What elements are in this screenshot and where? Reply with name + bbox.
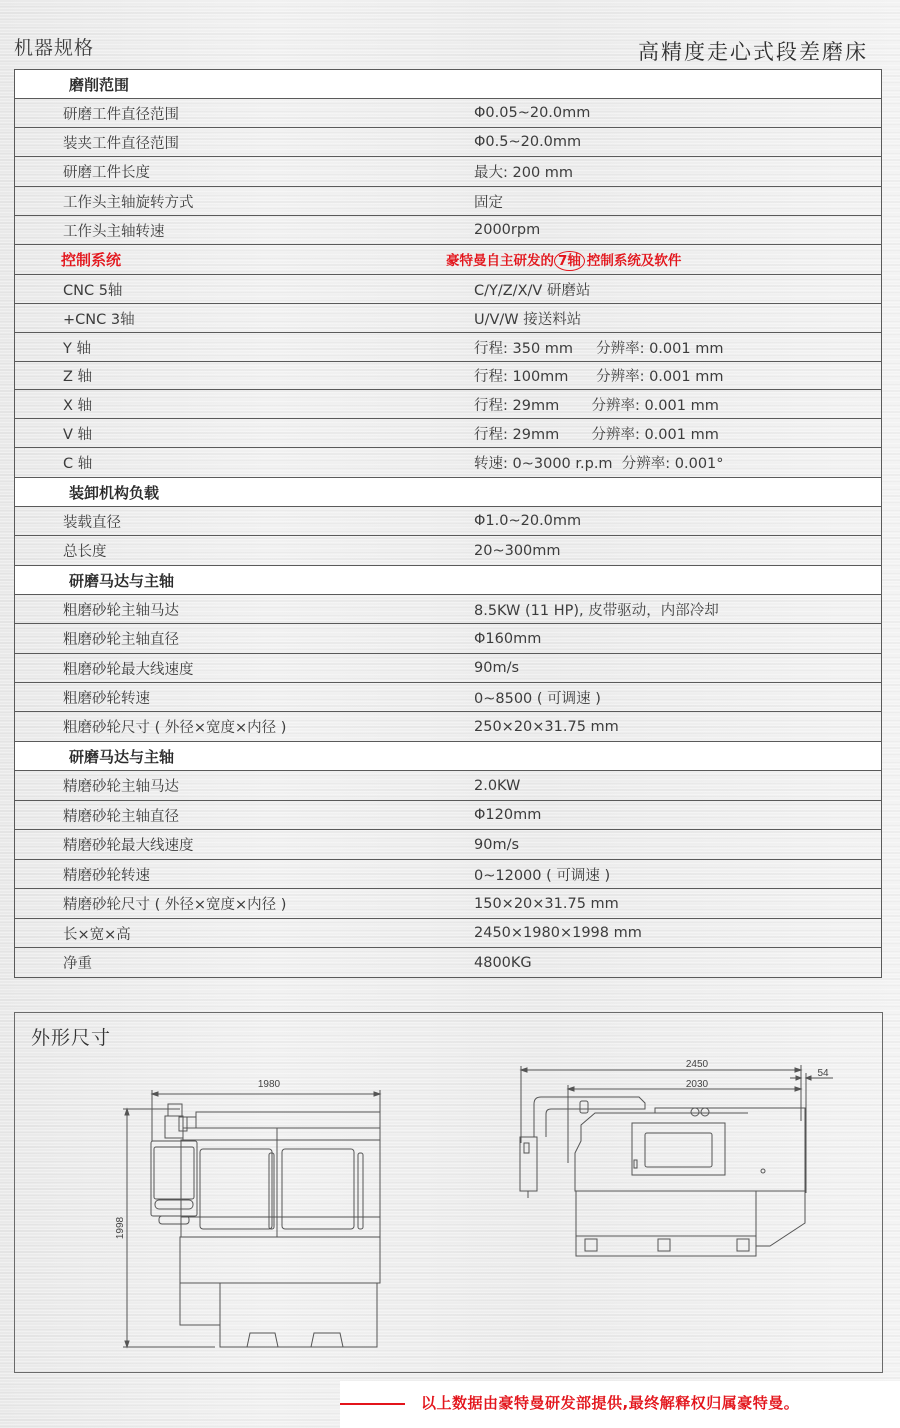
spec-row bbox=[15, 654, 881, 683]
spec-row bbox=[15, 333, 881, 362]
footer-note: 以上数据由豪特曼研发部提供,最终解释权归属豪特曼。 bbox=[421, 1394, 800, 1412]
spec-row bbox=[15, 948, 881, 978]
spec-row bbox=[15, 860, 881, 889]
spec-row bbox=[15, 275, 881, 304]
spec-table bbox=[14, 69, 882, 978]
highlight-prefix: 豪特曼自主研发的 bbox=[446, 252, 554, 269]
spec-row bbox=[15, 595, 881, 624]
spec-value: 转速: 0~3000 r.p.m 分辨率: 0.001° bbox=[474, 456, 724, 472]
spec-value: 行程: 100mm 分辨率: 0.001 mm bbox=[474, 369, 724, 385]
spec-label: 工作头主轴旋转方式 bbox=[63, 194, 194, 211]
spec-value: 90m/s bbox=[474, 836, 520, 853]
spec-row bbox=[15, 536, 881, 566]
spec-row bbox=[15, 919, 881, 948]
spec-row bbox=[15, 830, 881, 860]
spec-row bbox=[15, 187, 881, 216]
section-header-row bbox=[15, 742, 881, 771]
spec-row bbox=[15, 390, 881, 419]
section-title: 装卸机构负载 bbox=[69, 483, 160, 502]
spec-label: 研磨工件长度 bbox=[63, 165, 150, 181]
spec-label: 控制系统 bbox=[61, 251, 122, 269]
footer-divider bbox=[340, 1403, 405, 1405]
section-header-row bbox=[15, 70, 881, 99]
spec-value: C/Y/Z/X/V 研磨站 bbox=[474, 282, 591, 299]
spec-value: 行程: 29mm 分辨率: 0.001 mm bbox=[474, 397, 719, 414]
spec-value: 最大: 200 mm bbox=[474, 165, 574, 181]
spec-label: Z 轴 bbox=[63, 369, 93, 385]
spec-row bbox=[15, 771, 881, 801]
spec-label: 粗磨砂轮主轴马达 bbox=[63, 602, 179, 619]
spec-value: Φ1.0~20.0mm bbox=[474, 513, 582, 529]
section-header-row bbox=[15, 566, 881, 595]
spec-label: C 轴 bbox=[63, 456, 93, 472]
spec-label: 粗磨砂轮尺寸 ( 外径×宽度×内径 ) bbox=[63, 720, 287, 736]
spec-value: 8.5KW (11 HP), 皮带驱动，内部冷却 bbox=[474, 602, 719, 619]
spec-value bbox=[446, 249, 881, 271]
spec-label: X 轴 bbox=[63, 397, 93, 414]
spec-value: 2.0KW bbox=[474, 777, 521, 794]
spec-value: Φ0.05~20.0mm bbox=[474, 105, 591, 121]
side-view bbox=[520, 1065, 833, 1256]
spec-row bbox=[15, 712, 881, 742]
spec-value: Φ0.5~20.0mm bbox=[474, 134, 582, 150]
section-title: 磨削范围 bbox=[69, 75, 130, 94]
highlight-suffix: 控制系统及软件 bbox=[586, 252, 682, 269]
spec-value: U/V/W 接送料站 bbox=[474, 311, 582, 328]
spec-label: 精磨砂轮转速 bbox=[63, 867, 150, 884]
spec-value: 0~12000 ( 可调速 ) bbox=[474, 867, 611, 884]
spec-label: 装夹工件直径范围 bbox=[63, 135, 179, 152]
section-header-row bbox=[15, 478, 881, 507]
spec-value: 250×20×31.75 mm bbox=[474, 718, 619, 735]
circled-axis-count: 7轴 bbox=[554, 251, 585, 271]
spec-label: 净重 bbox=[63, 956, 92, 972]
spec-row bbox=[15, 419, 881, 448]
spec-row bbox=[15, 157, 881, 187]
spec-label: +CNC 3轴 bbox=[63, 311, 135, 328]
spec-label: 精磨砂轮主轴直径 bbox=[63, 808, 179, 825]
spec-value: 行程: 29mm 分辨率: 0.001 mm bbox=[474, 426, 719, 443]
spec-value: Φ160mm bbox=[474, 630, 542, 647]
section-title: 研磨马达与主轴 bbox=[69, 747, 175, 766]
machine-name: 高精度走心式段差磨床 bbox=[638, 40, 868, 64]
section-title: 研磨马达与主轴 bbox=[69, 571, 175, 590]
spec-row bbox=[15, 99, 881, 128]
spec-label: 精磨砂轮尺寸 ( 外径×宽度×内径 ) bbox=[63, 897, 287, 913]
dim-overall-length-label: 2450 bbox=[685, 1059, 709, 1070]
spec-row bbox=[15, 801, 881, 830]
spec-value: 固定 bbox=[474, 194, 503, 211]
spec-value: 150×20×31.75 mm bbox=[474, 895, 619, 912]
spec-row bbox=[15, 448, 881, 478]
spec-value: 0~8500 ( 可调速 ) bbox=[474, 690, 601, 707]
spec-row bbox=[15, 304, 881, 333]
spec-row bbox=[15, 683, 881, 712]
dim-body-length-label: 2030 bbox=[685, 1079, 709, 1090]
spec-row bbox=[15, 216, 881, 245]
spec-value: 2450×1980×1998 mm bbox=[474, 925, 642, 941]
dim-height-label: 1998 bbox=[115, 1216, 126, 1240]
spec-row bbox=[15, 624, 881, 654]
spec-label: 研磨工件直径范围 bbox=[63, 106, 179, 123]
spec-label: Y 轴 bbox=[63, 340, 91, 357]
dim-offset-label: 54 bbox=[817, 1068, 829, 1079]
spec-label: 装载直径 bbox=[63, 514, 121, 531]
spec-row bbox=[15, 362, 881, 390]
spec-label: 长×宽×高 bbox=[63, 926, 131, 943]
spec-value: 2000rpm bbox=[474, 222, 541, 238]
spec-value: 行程: 350 mm 分辨率: 0.001 mm bbox=[474, 340, 724, 357]
spec-label: 精磨砂轮主轴马达 bbox=[63, 779, 179, 795]
spec-value: 20~300mm bbox=[474, 542, 561, 559]
spec-label: 粗磨砂轮主轴直径 bbox=[63, 632, 179, 648]
spec-label: 粗磨砂轮转速 bbox=[63, 690, 150, 707]
spec-row bbox=[15, 128, 881, 157]
spec-label: CNC 5轴 bbox=[63, 282, 123, 299]
spec-value: 90m/s bbox=[474, 660, 520, 676]
dim-width-label: 1980 bbox=[257, 1079, 281, 1090]
spec-label: 工作头主轴转速 bbox=[63, 223, 165, 240]
control-system-row bbox=[15, 245, 881, 275]
page-title: 机器规格 bbox=[14, 37, 95, 59]
spec-value: 4800KG bbox=[474, 954, 532, 971]
spec-label: 总长度 bbox=[63, 544, 107, 560]
machine-outline-drawing bbox=[15, 1013, 882, 1372]
front-view bbox=[123, 1090, 380, 1347]
spec-row bbox=[15, 507, 881, 536]
spec-label: 精磨砂轮最大线速度 bbox=[63, 838, 194, 854]
drawing-title: 外形尺寸 bbox=[31, 1027, 112, 1049]
spec-label: 粗磨砂轮最大线速度 bbox=[63, 661, 194, 678]
spec-row bbox=[15, 889, 881, 919]
spec-label: V 轴 bbox=[63, 426, 93, 443]
spec-value: Φ120mm bbox=[474, 807, 542, 823]
dimensions-drawing bbox=[14, 1012, 883, 1373]
